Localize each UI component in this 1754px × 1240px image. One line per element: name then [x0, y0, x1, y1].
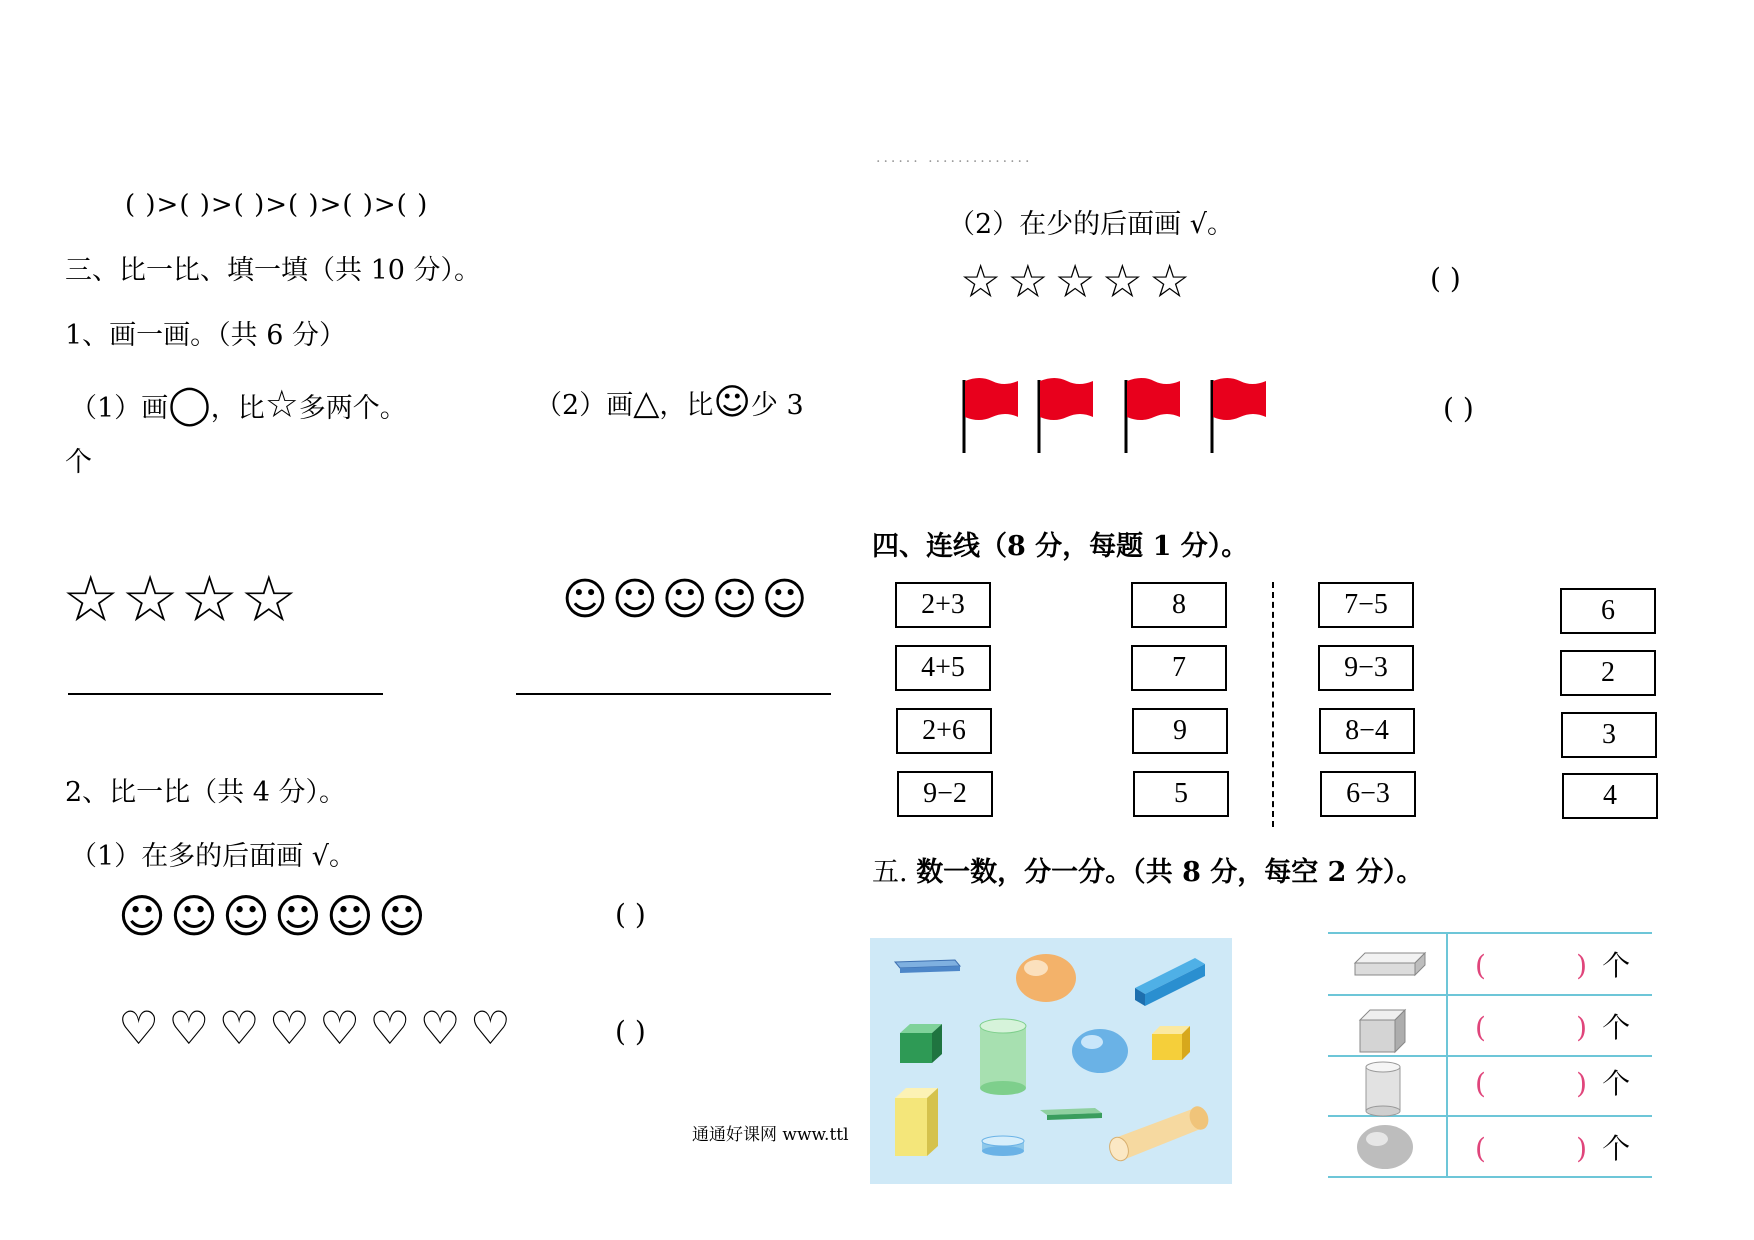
q1-1-text-c: 多两个。 — [298, 393, 407, 424]
table-row-2 — [1475, 1006, 1630, 1046]
answer-open-paren[interactable]: ( — [1475, 1011, 1486, 1044]
match-box-col4-3[interactable]: 3 — [1561, 712, 1657, 758]
heart-icon: ♡ — [369, 1001, 420, 1055]
smiley-icon: ☺ — [661, 574, 712, 625]
unit-label: 个 — [1602, 1132, 1631, 1165]
circle-icon: ◯ — [168, 382, 211, 426]
match-box-col3-2[interactable]: 9−3 — [1318, 645, 1414, 691]
triangle-icon: △ — [633, 383, 660, 423]
heart-icon: ♡ — [268, 1001, 319, 1055]
cube-icon — [900, 1024, 942, 1063]
answer-close-paren[interactable]: ) — [1576, 1132, 1588, 1165]
heart-icon: ♡ — [168, 1001, 219, 1055]
match-box-col2-1[interactable]: 8 — [1131, 582, 1227, 628]
five-stars — [960, 254, 1197, 308]
flag-icon — [1126, 378, 1180, 453]
smiley-icon: ☺ — [221, 889, 274, 943]
q1-1-text-a: （1）画 — [70, 393, 169, 424]
q1-2-text-b: ，比 — [659, 390, 714, 421]
match-box-col1-3[interactable]: 2+6 — [896, 708, 992, 754]
smiley-icon: ☺ — [711, 574, 762, 625]
smiley-icon: ☺ — [761, 574, 812, 625]
star-icon: ☆ — [240, 563, 300, 637]
answer-open-paren[interactable]: ( — [1475, 949, 1486, 982]
top-dotted-line: ...... .............. — [876, 150, 1033, 166]
sphere-icon — [1072, 1029, 1128, 1073]
section5-title-text: 数一数，分一分。（共 8 分，每空 2 分）。 — [916, 857, 1424, 888]
q1-1-text-b: ，比 — [210, 393, 265, 424]
flag-icon — [1039, 378, 1093, 453]
four-flags — [960, 375, 1280, 455]
unit-label: 个 — [1602, 1067, 1631, 1100]
unit-label: 个 — [1602, 1011, 1631, 1044]
star-icon: ☆ — [1149, 254, 1197, 308]
match-box-col3-1[interactable]: 7−5 — [1318, 582, 1414, 628]
star-icon: ☆ — [960, 254, 1008, 308]
cuboid-icon — [1355, 953, 1425, 975]
smiley-icon: ☺ — [377, 889, 430, 943]
q1-2-unit: 个 — [65, 447, 92, 478]
smiley-icon: ☺ — [273, 889, 326, 943]
cylinder-icon — [982, 1136, 1024, 1156]
smiley-icon: ☺ — [118, 889, 170, 943]
table-shape-icons — [1350, 945, 1440, 1175]
cube-icon — [1152, 1026, 1190, 1060]
heart-icon: ♡ — [419, 1001, 470, 1055]
section4-divider — [1272, 582, 1274, 827]
star-icon: ☆ — [1054, 254, 1102, 308]
q1-2-text-a: （2）画 — [535, 390, 634, 421]
sphere-icon — [1016, 954, 1076, 1002]
table-line — [1328, 1176, 1652, 1178]
answer-close-paren[interactable]: ) — [1576, 949, 1588, 982]
answer-open-paren[interactable]: ( — [1475, 1067, 1486, 1100]
cube-icon — [1360, 1010, 1405, 1052]
match-box-col3-3[interactable]: 8−4 — [1319, 708, 1415, 754]
section4-title: 四、连线（8 分，每题 1 分）。 — [872, 531, 1249, 562]
cylinder-icon — [1366, 1062, 1400, 1116]
section5-prefix: 五. — [872, 857, 908, 888]
star-icon: ☆ — [264, 382, 299, 426]
match-box-col1-4[interactable]: 9−2 — [897, 771, 993, 817]
heart-icon: ♡ — [218, 1001, 269, 1055]
q1-1-instruction — [70, 382, 407, 426]
eight-hearts — [118, 1001, 520, 1055]
star-icon: ☆ — [62, 563, 122, 637]
answer-open-paren[interactable]: ( — [1475, 1132, 1486, 1165]
match-box-col2-3[interactable]: 9 — [1132, 708, 1228, 754]
q2-2-instruction: （2）在少的后面画 √。 — [948, 209, 1234, 240]
table-divider — [1446, 932, 1448, 1178]
match-box-col2-2[interactable]: 7 — [1131, 645, 1227, 691]
q1-2-instruction — [535, 382, 804, 423]
star-icon: ☆ — [121, 563, 181, 637]
flat-cuboid-icon — [1040, 1108, 1102, 1120]
heart-icon: ♡ — [319, 1001, 370, 1055]
smiley-icon: ☺ — [325, 889, 378, 943]
table-row-3 — [1475, 1062, 1630, 1102]
answer-close-paren[interactable]: ) — [1576, 1067, 1588, 1100]
six-smileys — [118, 889, 430, 943]
answer-line-1[interactable] — [68, 693, 383, 695]
flag-icon — [964, 378, 1018, 453]
match-box-col1-1[interactable]: 2+3 — [895, 582, 991, 628]
footer-watermark: 通通好课网 www.ttl — [692, 1125, 849, 1145]
answer-line-2[interactable] — [516, 693, 831, 695]
four-stars — [62, 563, 300, 637]
q1-2-text-c: 少 3 — [750, 390, 804, 421]
flag-icon — [1212, 378, 1266, 453]
match-box-col1-2[interactable]: 4+5 — [895, 645, 991, 691]
table-row-1 — [1475, 944, 1630, 984]
heart-icon: ♡ — [469, 1001, 520, 1055]
sphere-icon — [1357, 1125, 1413, 1169]
match-box-col4-2[interactable]: 2 — [1560, 650, 1656, 696]
section3-title: 三、比一比、填一填（共 10 分）。 — [65, 255, 482, 286]
unit-label: 个 — [1602, 949, 1631, 982]
q2-1-instruction: （1）在多的后面画 √。 — [70, 841, 356, 872]
answer-close-paren[interactable]: ) — [1576, 1011, 1588, 1044]
table-line — [1328, 932, 1652, 934]
table-row-4 — [1475, 1127, 1630, 1167]
cylinder-icon — [980, 1019, 1026, 1095]
smiley-icon: ☺ — [562, 574, 612, 625]
star-icon: ☆ — [180, 563, 241, 637]
ordering-answer-row[interactable]: ( )>( )>( )>( )>( )>( ) — [125, 190, 429, 220]
q2-title: 2、比一比（共 4 分）。 — [65, 777, 347, 808]
answer-paren-flags[interactable]: ( ) — [1443, 392, 1474, 425]
answer-paren-hearts[interactable]: ( ) — [615, 1015, 646, 1048]
q1-title: 1、画一画。（共 6 分） — [65, 320, 347, 351]
flat-cuboid-icon — [895, 960, 960, 973]
shapes-picture — [870, 938, 1232, 1184]
answer-paren-smileys[interactable]: ( ) — [615, 898, 646, 931]
heart-icon: ♡ — [118, 1001, 169, 1055]
smiley-icon: ☺ — [169, 889, 222, 943]
answer-paren-stars[interactable]: ( ) — [1430, 262, 1461, 295]
smiley-icon: ☺ — [713, 382, 751, 423]
five-smileys — [562, 574, 812, 625]
match-box-col2-4[interactable]: 5 — [1133, 771, 1229, 817]
section5-title — [872, 850, 1423, 889]
smiley-icon: ☺ — [611, 574, 662, 625]
cuboid-icon — [895, 1088, 938, 1156]
star-icon: ☆ — [1101, 254, 1149, 308]
match-box-col3-4[interactable]: 6−3 — [1320, 771, 1416, 817]
match-box-col4-1[interactable]: 6 — [1560, 588, 1656, 634]
star-icon: ☆ — [1007, 254, 1055, 308]
match-box-col4-4[interactable]: 4 — [1562, 773, 1658, 819]
